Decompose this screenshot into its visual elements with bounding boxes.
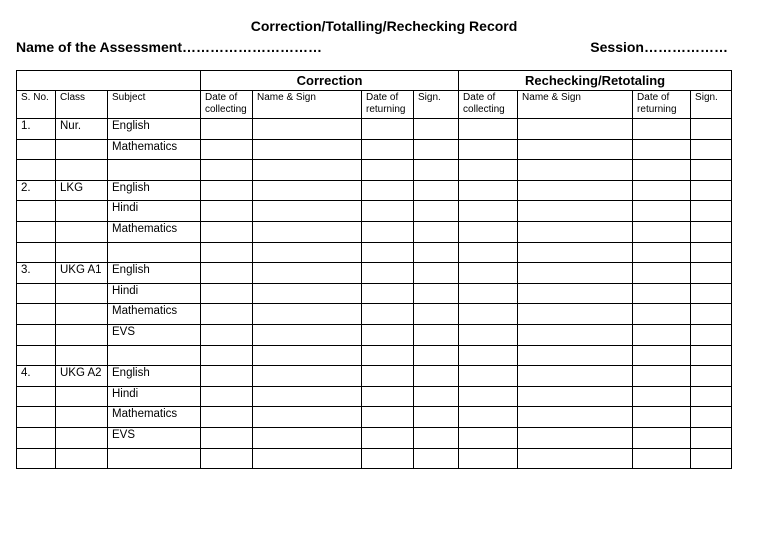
correction-date-collecting-cell[interactable]	[201, 139, 253, 160]
correction-date-returning-cell[interactable]	[362, 345, 414, 366]
correction-sign-cell[interactable]	[414, 201, 459, 222]
correction-date-returning-cell[interactable]	[362, 304, 414, 325]
correction-date-collecting-cell[interactable]	[201, 345, 253, 366]
subject-cell: English	[108, 366, 201, 387]
subject-cell: Mathematics	[108, 139, 201, 160]
subject-cell	[108, 448, 201, 469]
correction-date-returning-cell[interactable]	[362, 283, 414, 304]
correction-date-collecting-cell[interactable]	[201, 119, 253, 140]
correction-date-collecting-cell[interactable]	[201, 304, 253, 325]
rechecking-date-returning-cell[interactable]	[633, 324, 691, 345]
sno-cell	[17, 221, 56, 242]
sno-cell	[17, 345, 56, 366]
correction-name-sign-cell[interactable]	[253, 345, 362, 366]
sno-cell: 4.	[17, 366, 56, 387]
rechecking-date-collecting-cell[interactable]	[459, 139, 518, 160]
sno-cell: 3.	[17, 263, 56, 284]
correction-date-collecting-cell[interactable]	[201, 366, 253, 387]
rechecking-sign-cell[interactable]	[691, 242, 732, 263]
assessment-name-field: Name of the Assessment…………………………	[16, 39, 322, 55]
class-cell	[56, 448, 108, 469]
rechecking-sign-cell[interactable]	[691, 407, 732, 428]
subject-cell: Hindi	[108, 283, 201, 304]
rechecking-sign-cell[interactable]	[691, 386, 732, 407]
correction-sign-cell[interactable]	[414, 304, 459, 325]
correction-date-returning-cell[interactable]	[362, 221, 414, 242]
rechecking-name-sign-cell[interactable]	[518, 448, 633, 469]
correction-date-collecting-cell[interactable]	[201, 386, 253, 407]
rechecking-date-collecting-cell[interactable]	[459, 180, 518, 201]
rechecking-sign-cell[interactable]	[691, 119, 732, 140]
correction-date-returning-cell[interactable]	[362, 201, 414, 222]
rechecking-date-returning-cell[interactable]	[633, 386, 691, 407]
rechecking-sign-cell[interactable]	[691, 263, 732, 284]
rechecking-name-sign-cell[interactable]	[518, 345, 633, 366]
rechecking-name-sign-cell[interactable]	[518, 201, 633, 222]
rechecking-date-collecting-cell[interactable]	[459, 366, 518, 387]
col-header-rechecking-name-sign: Name & Sign	[518, 91, 633, 119]
subject-cell: EVS	[108, 324, 201, 345]
class-cell	[56, 427, 108, 448]
rechecking-date-collecting-cell[interactable]	[459, 304, 518, 325]
correction-date-returning-cell[interactable]	[362, 139, 414, 160]
sno-cell	[17, 242, 56, 263]
record-table	[16, 70, 732, 469]
rechecking-sign-cell[interactable]	[691, 324, 732, 345]
sno-cell	[17, 160, 56, 181]
table-row	[17, 119, 732, 140]
correction-name-sign-cell[interactable]	[253, 427, 362, 448]
correction-name-sign-cell[interactable]	[253, 366, 362, 387]
correction-date-collecting-cell[interactable]	[201, 407, 253, 428]
rechecking-date-collecting-cell[interactable]	[459, 386, 518, 407]
correction-date-collecting-cell[interactable]	[201, 160, 253, 181]
rechecking-date-collecting-cell[interactable]	[459, 448, 518, 469]
rechecking-name-sign-cell[interactable]	[518, 180, 633, 201]
correction-sign-cell[interactable]	[414, 345, 459, 366]
subject-cell: English	[108, 180, 201, 201]
class-cell	[56, 139, 108, 160]
sno-cell	[17, 139, 56, 160]
class-cell	[56, 407, 108, 428]
class-cell	[56, 345, 108, 366]
correction-sign-cell[interactable]	[414, 242, 459, 263]
rechecking-date-collecting-cell[interactable]	[459, 283, 518, 304]
col-header-rechecking-date-returning: Date of returning	[633, 91, 691, 119]
correction-name-sign-cell[interactable]	[253, 139, 362, 160]
rechecking-name-sign-cell[interactable]	[518, 427, 633, 448]
correction-date-returning-cell[interactable]	[362, 324, 414, 345]
correction-name-sign-cell[interactable]	[253, 119, 362, 140]
correction-date-returning-cell[interactable]	[362, 263, 414, 284]
subject-cell	[108, 160, 201, 181]
table-row	[17, 324, 732, 345]
table-row	[17, 221, 732, 242]
rechecking-name-sign-cell[interactable]	[518, 304, 633, 325]
rechecking-sign-cell[interactable]	[691, 448, 732, 469]
sno-cell	[17, 304, 56, 325]
correction-date-collecting-cell[interactable]	[201, 242, 253, 263]
correction-name-sign-cell[interactable]	[253, 386, 362, 407]
correction-date-collecting-cell[interactable]	[201, 263, 253, 284]
correction-date-collecting-cell[interactable]	[201, 448, 253, 469]
rechecking-sign-cell[interactable]	[691, 427, 732, 448]
header-blank-cell	[17, 71, 201, 91]
subject-cell: Mathematics	[108, 221, 201, 242]
col-header-sno: S. No.	[17, 91, 56, 119]
table-row	[17, 201, 732, 222]
correction-sign-cell[interactable]	[414, 366, 459, 387]
correction-name-sign-cell[interactable]	[253, 407, 362, 428]
rechecking-date-returning-cell[interactable]	[633, 407, 691, 428]
class-cell	[56, 242, 108, 263]
table-row	[17, 160, 732, 181]
rechecking-name-sign-cell[interactable]	[518, 283, 633, 304]
rechecking-date-returning-cell[interactable]	[633, 180, 691, 201]
correction-date-returning-cell[interactable]	[362, 160, 414, 181]
sno-cell	[17, 386, 56, 407]
rechecking-name-sign-cell[interactable]	[518, 242, 633, 263]
correction-date-returning-cell[interactable]	[362, 180, 414, 201]
rechecking-date-returning-cell[interactable]	[633, 139, 691, 160]
col-header-correction-name-sign: Name & Sign	[253, 91, 362, 119]
correction-sign-cell[interactable]	[414, 386, 459, 407]
rechecking-date-returning-cell[interactable]	[633, 201, 691, 222]
rechecking-name-sign-cell[interactable]	[518, 324, 633, 345]
table-row	[17, 427, 732, 448]
col-header-class: Class	[56, 91, 108, 119]
table-row	[17, 139, 732, 160]
class-cell: UKG A1	[56, 263, 108, 284]
rechecking-date-returning-cell[interactable]	[633, 366, 691, 387]
correction-name-sign-cell[interactable]	[253, 448, 362, 469]
sno-cell	[17, 324, 56, 345]
table-row	[17, 345, 732, 366]
rechecking-date-returning-cell[interactable]	[633, 242, 691, 263]
rechecking-date-returning-cell[interactable]	[633, 160, 691, 181]
subject-cell: Mathematics	[108, 407, 201, 428]
correction-date-returning-cell[interactable]	[362, 366, 414, 387]
rechecking-name-sign-cell[interactable]	[518, 119, 633, 140]
sno-cell	[17, 448, 56, 469]
correction-date-collecting-cell[interactable]	[201, 283, 253, 304]
class-cell	[56, 283, 108, 304]
page-title: Correction/Totalling/Rechecking Record	[250, 18, 518, 34]
sno-cell	[17, 427, 56, 448]
correction-date-collecting-cell[interactable]	[201, 221, 253, 242]
correction-name-sign-cell[interactable]	[253, 180, 362, 201]
correction-sign-cell[interactable]	[414, 448, 459, 469]
correction-sign-cell[interactable]	[414, 139, 459, 160]
correction-date-returning-cell[interactable]	[362, 119, 414, 140]
col-header-rechecking-date-collecting: Date of collecting	[459, 91, 518, 119]
correction-name-sign-cell[interactable]	[253, 242, 362, 263]
col-header-correction-date-returning: Date of returning	[362, 91, 414, 119]
rechecking-date-returning-cell[interactable]	[633, 345, 691, 366]
rechecking-date-returning-cell[interactable]	[633, 119, 691, 140]
rechecking-date-collecting-cell[interactable]	[459, 221, 518, 242]
rechecking-group-header: Rechecking/Retotaling	[459, 71, 732, 91]
session-field: Session………………	[590, 39, 728, 55]
subject-cell: Hindi	[108, 201, 201, 222]
table-row	[17, 242, 732, 263]
rechecking-date-collecting-cell[interactable]	[459, 242, 518, 263]
correction-sign-cell[interactable]	[414, 119, 459, 140]
rechecking-sign-cell[interactable]	[691, 180, 732, 201]
rechecking-date-collecting-cell[interactable]	[459, 119, 518, 140]
col-header-subject: Subject	[108, 91, 201, 119]
table-row	[17, 366, 732, 387]
rechecking-name-sign-cell[interactable]	[518, 263, 633, 284]
rechecking-date-collecting-cell[interactable]	[459, 427, 518, 448]
class-cell: Nur.	[56, 119, 108, 140]
correction-sign-cell[interactable]	[414, 160, 459, 181]
class-cell	[56, 160, 108, 181]
subject-cell: English	[108, 119, 201, 140]
rechecking-name-sign-cell[interactable]	[518, 139, 633, 160]
rechecking-date-collecting-cell[interactable]	[459, 407, 518, 428]
correction-name-sign-cell[interactable]	[253, 201, 362, 222]
class-cell: LKG	[56, 180, 108, 201]
correction-name-sign-cell[interactable]	[253, 263, 362, 284]
sno-cell	[17, 283, 56, 304]
class-cell: UKG A2	[56, 366, 108, 387]
rechecking-date-collecting-cell[interactable]	[459, 160, 518, 181]
class-cell	[56, 324, 108, 345]
table-row	[17, 304, 732, 325]
rechecking-sign-cell[interactable]	[691, 201, 732, 222]
correction-date-collecting-cell[interactable]	[201, 201, 253, 222]
sno-cell	[17, 201, 56, 222]
rechecking-date-returning-cell[interactable]	[633, 283, 691, 304]
rechecking-name-sign-cell[interactable]	[518, 407, 633, 428]
col-header-correction-date-collecting: Date of collecting	[201, 91, 253, 119]
correction-name-sign-cell[interactable]	[253, 283, 362, 304]
col-header-correction-sign: Sign.	[414, 91, 459, 119]
class-cell	[56, 221, 108, 242]
subject-cell	[108, 242, 201, 263]
table-row	[17, 386, 732, 407]
correction-sign-cell[interactable]	[414, 263, 459, 284]
correction-sign-cell[interactable]	[414, 407, 459, 428]
class-cell	[56, 201, 108, 222]
rechecking-date-collecting-cell[interactable]	[459, 201, 518, 222]
rechecking-date-returning-cell[interactable]	[633, 427, 691, 448]
rechecking-sign-cell[interactable]	[691, 139, 732, 160]
correction-date-collecting-cell[interactable]	[201, 180, 253, 201]
class-cell	[56, 386, 108, 407]
correction-date-collecting-cell[interactable]	[201, 324, 253, 345]
correction-date-returning-cell[interactable]	[362, 427, 414, 448]
record-table-body	[17, 119, 732, 469]
rechecking-date-returning-cell[interactable]	[633, 304, 691, 325]
correction-name-sign-cell[interactable]	[253, 221, 362, 242]
rechecking-sign-cell[interactable]	[691, 221, 732, 242]
rechecking-date-collecting-cell[interactable]	[459, 324, 518, 345]
col-header-rechecking-sign: Sign.	[691, 91, 732, 119]
correction-sign-cell[interactable]	[414, 324, 459, 345]
correction-sign-cell[interactable]	[414, 221, 459, 242]
class-cell	[56, 304, 108, 325]
rechecking-name-sign-cell[interactable]	[518, 366, 633, 387]
subject-cell: English	[108, 263, 201, 284]
subject-cell: Hindi	[108, 386, 201, 407]
subject-cell	[108, 345, 201, 366]
table-row	[17, 407, 732, 428]
rechecking-date-returning-cell[interactable]	[633, 263, 691, 284]
correction-date-returning-cell[interactable]	[362, 448, 414, 469]
correction-date-returning-cell[interactable]	[362, 386, 414, 407]
table-row	[17, 448, 732, 469]
rechecking-sign-cell[interactable]	[691, 304, 732, 325]
rechecking-date-returning-cell[interactable]	[633, 221, 691, 242]
subject-cell: EVS	[108, 427, 201, 448]
correction-date-collecting-cell[interactable]	[201, 427, 253, 448]
sno-cell: 2.	[17, 180, 56, 201]
sno-cell: 1.	[17, 119, 56, 140]
rechecking-sign-cell[interactable]	[691, 160, 732, 181]
rechecking-sign-cell[interactable]	[691, 366, 732, 387]
subject-cell: Mathematics	[108, 304, 201, 325]
rechecking-sign-cell[interactable]	[691, 283, 732, 304]
correction-name-sign-cell[interactable]	[253, 304, 362, 325]
sno-cell	[17, 407, 56, 428]
correction-name-sign-cell[interactable]	[253, 160, 362, 181]
rechecking-date-collecting-cell[interactable]	[459, 345, 518, 366]
table-row	[17, 180, 732, 201]
correction-sign-cell[interactable]	[414, 283, 459, 304]
correction-date-returning-cell[interactable]	[362, 242, 414, 263]
table-row	[17, 263, 732, 284]
rechecking-name-sign-cell[interactable]	[518, 386, 633, 407]
correction-sign-cell[interactable]	[414, 427, 459, 448]
correction-sign-cell[interactable]	[414, 180, 459, 201]
rechecking-sign-cell[interactable]	[691, 345, 732, 366]
rechecking-name-sign-cell[interactable]	[518, 221, 633, 242]
correction-name-sign-cell[interactable]	[253, 324, 362, 345]
correction-date-returning-cell[interactable]	[362, 407, 414, 428]
rechecking-date-collecting-cell[interactable]	[459, 263, 518, 284]
rechecking-name-sign-cell[interactable]	[518, 160, 633, 181]
rechecking-date-returning-cell[interactable]	[633, 448, 691, 469]
table-row	[17, 283, 732, 304]
correction-group-header: Correction	[201, 71, 459, 91]
